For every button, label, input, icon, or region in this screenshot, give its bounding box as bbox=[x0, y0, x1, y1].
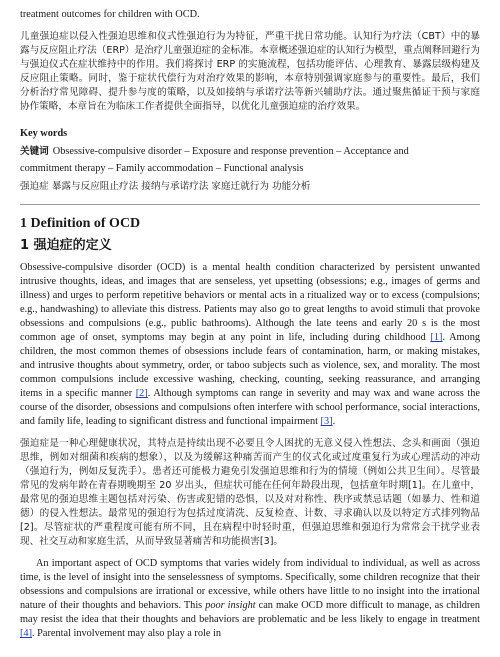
citation-link-1[interactable]: [1] bbox=[430, 332, 443, 343]
section-divider bbox=[20, 204, 480, 205]
paragraph-text: can make OCD more difficult to manage, as children may resist the idea that their thoughts and behaviors are problematic and be less likely to engage in treatment bbox=[20, 600, 480, 625]
paragraph-text: Obsessive-compulsive disorder (OCD) is a mental health condition characterized by persistent unwanted intrusive thoughts, ideas, and images that are senseless, yet upsetting (obsessions; e.g., images of germs and illness) and urges to perform repetitive behaviors or mental acts in a ritualized way or to excess (compulsions; e.g., handwashing) to alleviate this distress. Patients may also go to great lengths to avoid stimuli that provoke obsessions and compulsions (e.g., public bathrooms). Although the late teens and early 20 s is the most common age of onset, symptoms may begin at any point in life, including during childhood bbox=[20, 262, 480, 343]
chinese-abstract: 儿童强迫症以侵入性强迫思维和仪式性强迫行为为特征，严重干扰日常功能。认知行为疗法（CBT）中的暴露与反应阻止疗法（ERP）是治疗儿童强迫症的金标准。本章概述强迫症的认知行为模型，重点阐释回避行为与强迫仪式在症状维持中的作用。我们将探讨 ERP 的实施流程，包括功能评估、心理教育、暴露层级构建及反应阻止策略。同时，鉴于症状代偿行为对治疗效果的影响，本章特别强调家庭参与的重要性。最后，我们分析治疗常见障碍、提升参与度的策略，以及如接纳与承诺疗法等新兴辅助疗法。通过聚焦循证干预与家庭协作策略，本章旨在为临床工作者提供全面指导，以优化儿童强迫症的治疗效果。 bbox=[20, 31, 480, 112]
section-heading-chinese: 1 强迫症的定义 bbox=[20, 238, 112, 253]
keywords-label: 关键词 bbox=[20, 146, 49, 157]
paragraph-text: . bbox=[332, 416, 336, 427]
citation-link-2[interactable]: [2] bbox=[135, 388, 148, 399]
keywords-english-line2: commitment therapy – Family accommodation – Functional analysis bbox=[20, 163, 304, 174]
paragraph-english-2 bbox=[20, 557, 480, 641]
document-page bbox=[0, 8, 500, 657]
paragraph-text: . Among children, the most common themes of obsessions include fears of contamination, harm, or making mistakes, and intrusive thoughts about symmetry, order, or taboo subjects such as violence, sex, and morality. The most common compulsions include excessive washing, checking, counting, seeking reassurance, and arranging items in a specific manner bbox=[20, 332, 480, 399]
citation-link-4[interactable]: [4] bbox=[20, 628, 33, 639]
paragraph-text: An important aspect of OCD symptoms that varies widely from individual to individual, as well as across time, is the level of insight into the senselessness of symptoms. Specifically, some children recognize that their obsessions and compulsions are irrational or excessive, while others have little to no insight into the irrational nature of their thoughts and behaviors. This bbox=[20, 558, 480, 611]
paragraph-text: . Although symptoms can range in severity and may wax and wane across the course of the disorder, obsessions and compulsions often interfere with school performance, social interactions, and family life, leading to significant distress and functional impairment bbox=[20, 388, 481, 427]
paragraph-text: . Parental involvement may also play a role in bbox=[32, 628, 222, 639]
paragraph-chinese-1: 强迫症是一种心理健康状况，其特点是持续出现不必要且令人困扰的无意义侵入性想法、念头和画面（强迫思维，例如对细菌和疾病的想象），以及为缓解这种痛苦而产生的仪式化或过度重复行为或心理活动的冲动（强迫行为，例如反复洗手）。患者还可能极力避免引发强迫思维和行为的情境（例如公共卫生间）。尽管最常见的发病年龄在青春期晚期至 20 岁出头，但症状可能在任何年龄段出现，包括童年时期[1]。在儿童中，最常见的强迫思维主题包括对污染、伤害或犯错的恐惧，以及对对称性、秩序或禁忌话题（如暴力、性和道德）的侵入性想法。最常见的强迫行为包括过度清洗、反复检查、计数、寻求确认以及以特定方式排列物品[2]。尽管症状的严重程度可能有所不同，且在病程中时轻时重，但强迫思维和强迫行为常常会干扰学业表现、社交互动和家庭生活，从而导致显著痛苦和功能损害[3]。 bbox=[20, 438, 480, 547]
keywords-heading: Key words bbox=[20, 128, 68, 139]
keywords-english bbox=[20, 145, 480, 159]
emphasis-text: poor insight bbox=[205, 600, 256, 611]
paragraph-english-1 bbox=[20, 261, 480, 429]
citation-link-3[interactable]: [3] bbox=[320, 416, 333, 427]
section-heading-english: 1 Definition of OCD bbox=[20, 216, 141, 231]
keywords-chinese: 强迫症 暴露与反应阻止疗法 接纳与承诺疗法 家庭迁就行为 功能分析 bbox=[20, 181, 311, 192]
previous-page-fragment: treatment outcomes for children with OCD. bbox=[20, 9, 200, 20]
keywords-english-line1: Obsessive-compulsive disorder – Exposure and response prevention – Acceptance and bbox=[52, 146, 409, 157]
